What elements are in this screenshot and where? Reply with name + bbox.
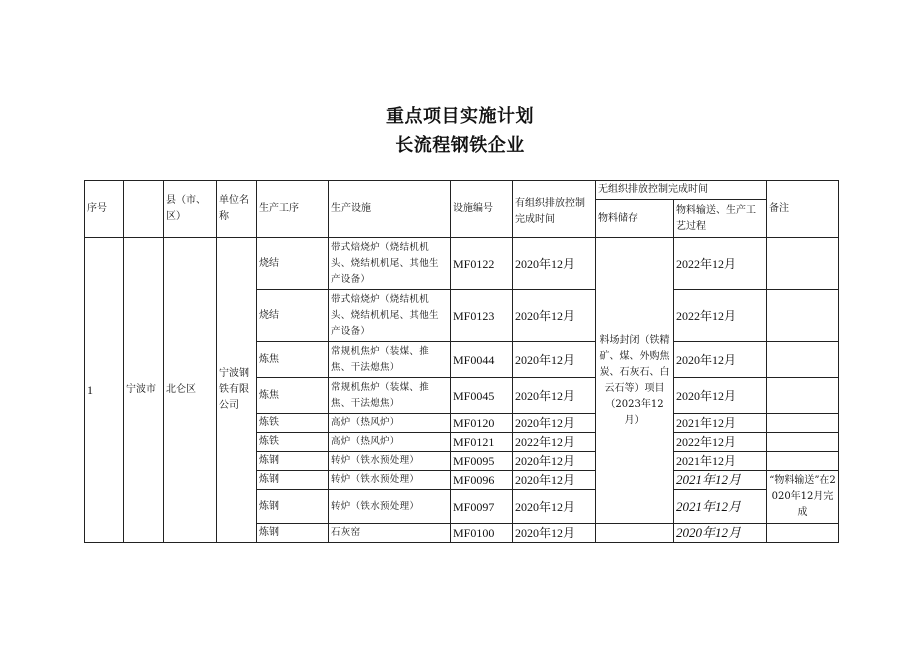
header-seq: 序号: [85, 181, 124, 238]
header-storage: 物料储存: [596, 200, 674, 238]
header-code: 设施编号: [451, 181, 513, 238]
remark-note-cell: “物料输送”在2020年12月完成: [767, 471, 839, 524]
storage-note-cell: 料场封闭（铁精矿、煤、外购焦炭、石灰石、白云石等）项目（2023年12月）: [596, 238, 674, 524]
transport-date-cell: 2020年12月: [674, 378, 767, 414]
header-remark: 备注: [767, 181, 839, 238]
organized-date-cell: 2020年12月: [513, 290, 596, 342]
header-organized: 有组织排放控制完成时间: [513, 181, 596, 238]
transport-date-cell: 2021年12月: [674, 490, 767, 524]
transport-date-cell: 2021年12月: [674, 471, 767, 490]
header-process: 生产工序: [257, 181, 329, 238]
organized-date-cell: 2020年12月: [513, 490, 596, 524]
facility-cell: 带式焙烧炉（烧结机机头、烧结机机尾、其他生产设备）: [329, 238, 451, 290]
document-title: 重点项目实施计划: [386, 106, 534, 127]
organized-date-cell: 2020年12月: [513, 414, 596, 433]
process-cell: 炼焦: [257, 342, 329, 378]
header-unorganized: 无组织排放控制完成时间: [596, 181, 767, 200]
transport-date-cell: 2021年12月: [674, 414, 767, 433]
organized-date-cell: 2020年12月: [513, 452, 596, 471]
storage-cell: [596, 524, 674, 543]
facility-cell: 高炉（热风炉）: [329, 414, 451, 433]
city-cell: 宁波市: [124, 238, 164, 543]
facility-cell: 转炉（铁水预处理）: [329, 490, 451, 524]
facility-cell: 带式焙烧炉（烧结机机头、烧结机机尾、其他生产设备）: [329, 290, 451, 342]
process-cell: 烧结: [257, 238, 329, 290]
remark-cell: [767, 414, 839, 433]
organized-date-cell: 2020年12月: [513, 238, 596, 290]
district-cell: 北仑区: [164, 238, 217, 543]
remark-cell: [767, 238, 839, 290]
transport-date-cell: 2022年12月: [674, 433, 767, 452]
plan-table: [84, 180, 839, 543]
code-cell: MF0122: [451, 238, 513, 290]
code-cell: MF0100: [451, 524, 513, 543]
code-cell: MF0095: [451, 452, 513, 471]
process-cell: 炼焦: [257, 378, 329, 414]
process-cell: 炼钢: [257, 452, 329, 471]
code-cell: MF0096: [451, 471, 513, 490]
transport-date-cell: 2020年12月: [674, 524, 767, 543]
remark-cell: [767, 342, 839, 378]
facility-cell: 高炉（热风炉）: [329, 433, 451, 452]
seq-cell: 1: [85, 238, 124, 543]
header-transport: 物料输送、生产工艺过程: [674, 200, 767, 238]
organized-date-cell: 2020年12月: [513, 471, 596, 490]
facility-cell: 石灰窑: [329, 524, 451, 543]
process-cell: 炼钢: [257, 524, 329, 543]
document-subtitle: 长流程钢铁企业: [395, 135, 525, 156]
code-cell: MF0121: [451, 433, 513, 452]
facility-cell: 转炉（铁水预处理）: [329, 471, 451, 490]
header-unit: 单位名称: [217, 181, 257, 238]
process-cell: 炼钢: [257, 471, 329, 490]
remark-cell: [767, 290, 839, 342]
code-cell: MF0045: [451, 378, 513, 414]
organized-date-cell: 2020年12月: [513, 524, 596, 543]
header-county: 县（市、区）: [164, 181, 217, 238]
facility-cell: 常规机焦炉（装煤、推焦、干法熄焦）: [329, 342, 451, 378]
organized-date-cell: 2020年12月: [513, 378, 596, 414]
code-cell: MF0123: [451, 290, 513, 342]
transport-date-cell: 2021年12月: [674, 452, 767, 471]
code-cell: MF0120: [451, 414, 513, 433]
header-facility: 生产设施: [329, 181, 451, 238]
code-cell: MF0044: [451, 342, 513, 378]
process-cell: 炼铁: [257, 414, 329, 433]
process-cell: 炼钢: [257, 490, 329, 524]
organized-date-cell: 2022年12月: [513, 433, 596, 452]
header-blank: [124, 181, 164, 238]
code-cell: MF0097: [451, 490, 513, 524]
facility-cell: 转炉（铁水预处理）: [329, 452, 451, 471]
remark-cell: [767, 452, 839, 471]
transport-date-cell: 2020年12月: [674, 342, 767, 378]
process-cell: 炼铁: [257, 433, 329, 452]
remark-cell: [767, 378, 839, 414]
process-cell: 烧结: [257, 290, 329, 342]
company-cell: 宁波钢铁有限公司: [217, 238, 257, 543]
transport-date-cell: 2022年12月: [674, 290, 767, 342]
remark-cell: [767, 433, 839, 452]
organized-date-cell: 2020年12月: [513, 342, 596, 378]
facility-cell: 常规机焦炉（装煤、推焦、干法熄焦）: [329, 378, 451, 414]
remark-cell: [767, 524, 839, 543]
transport-date-cell: 2022年12月: [674, 238, 767, 290]
